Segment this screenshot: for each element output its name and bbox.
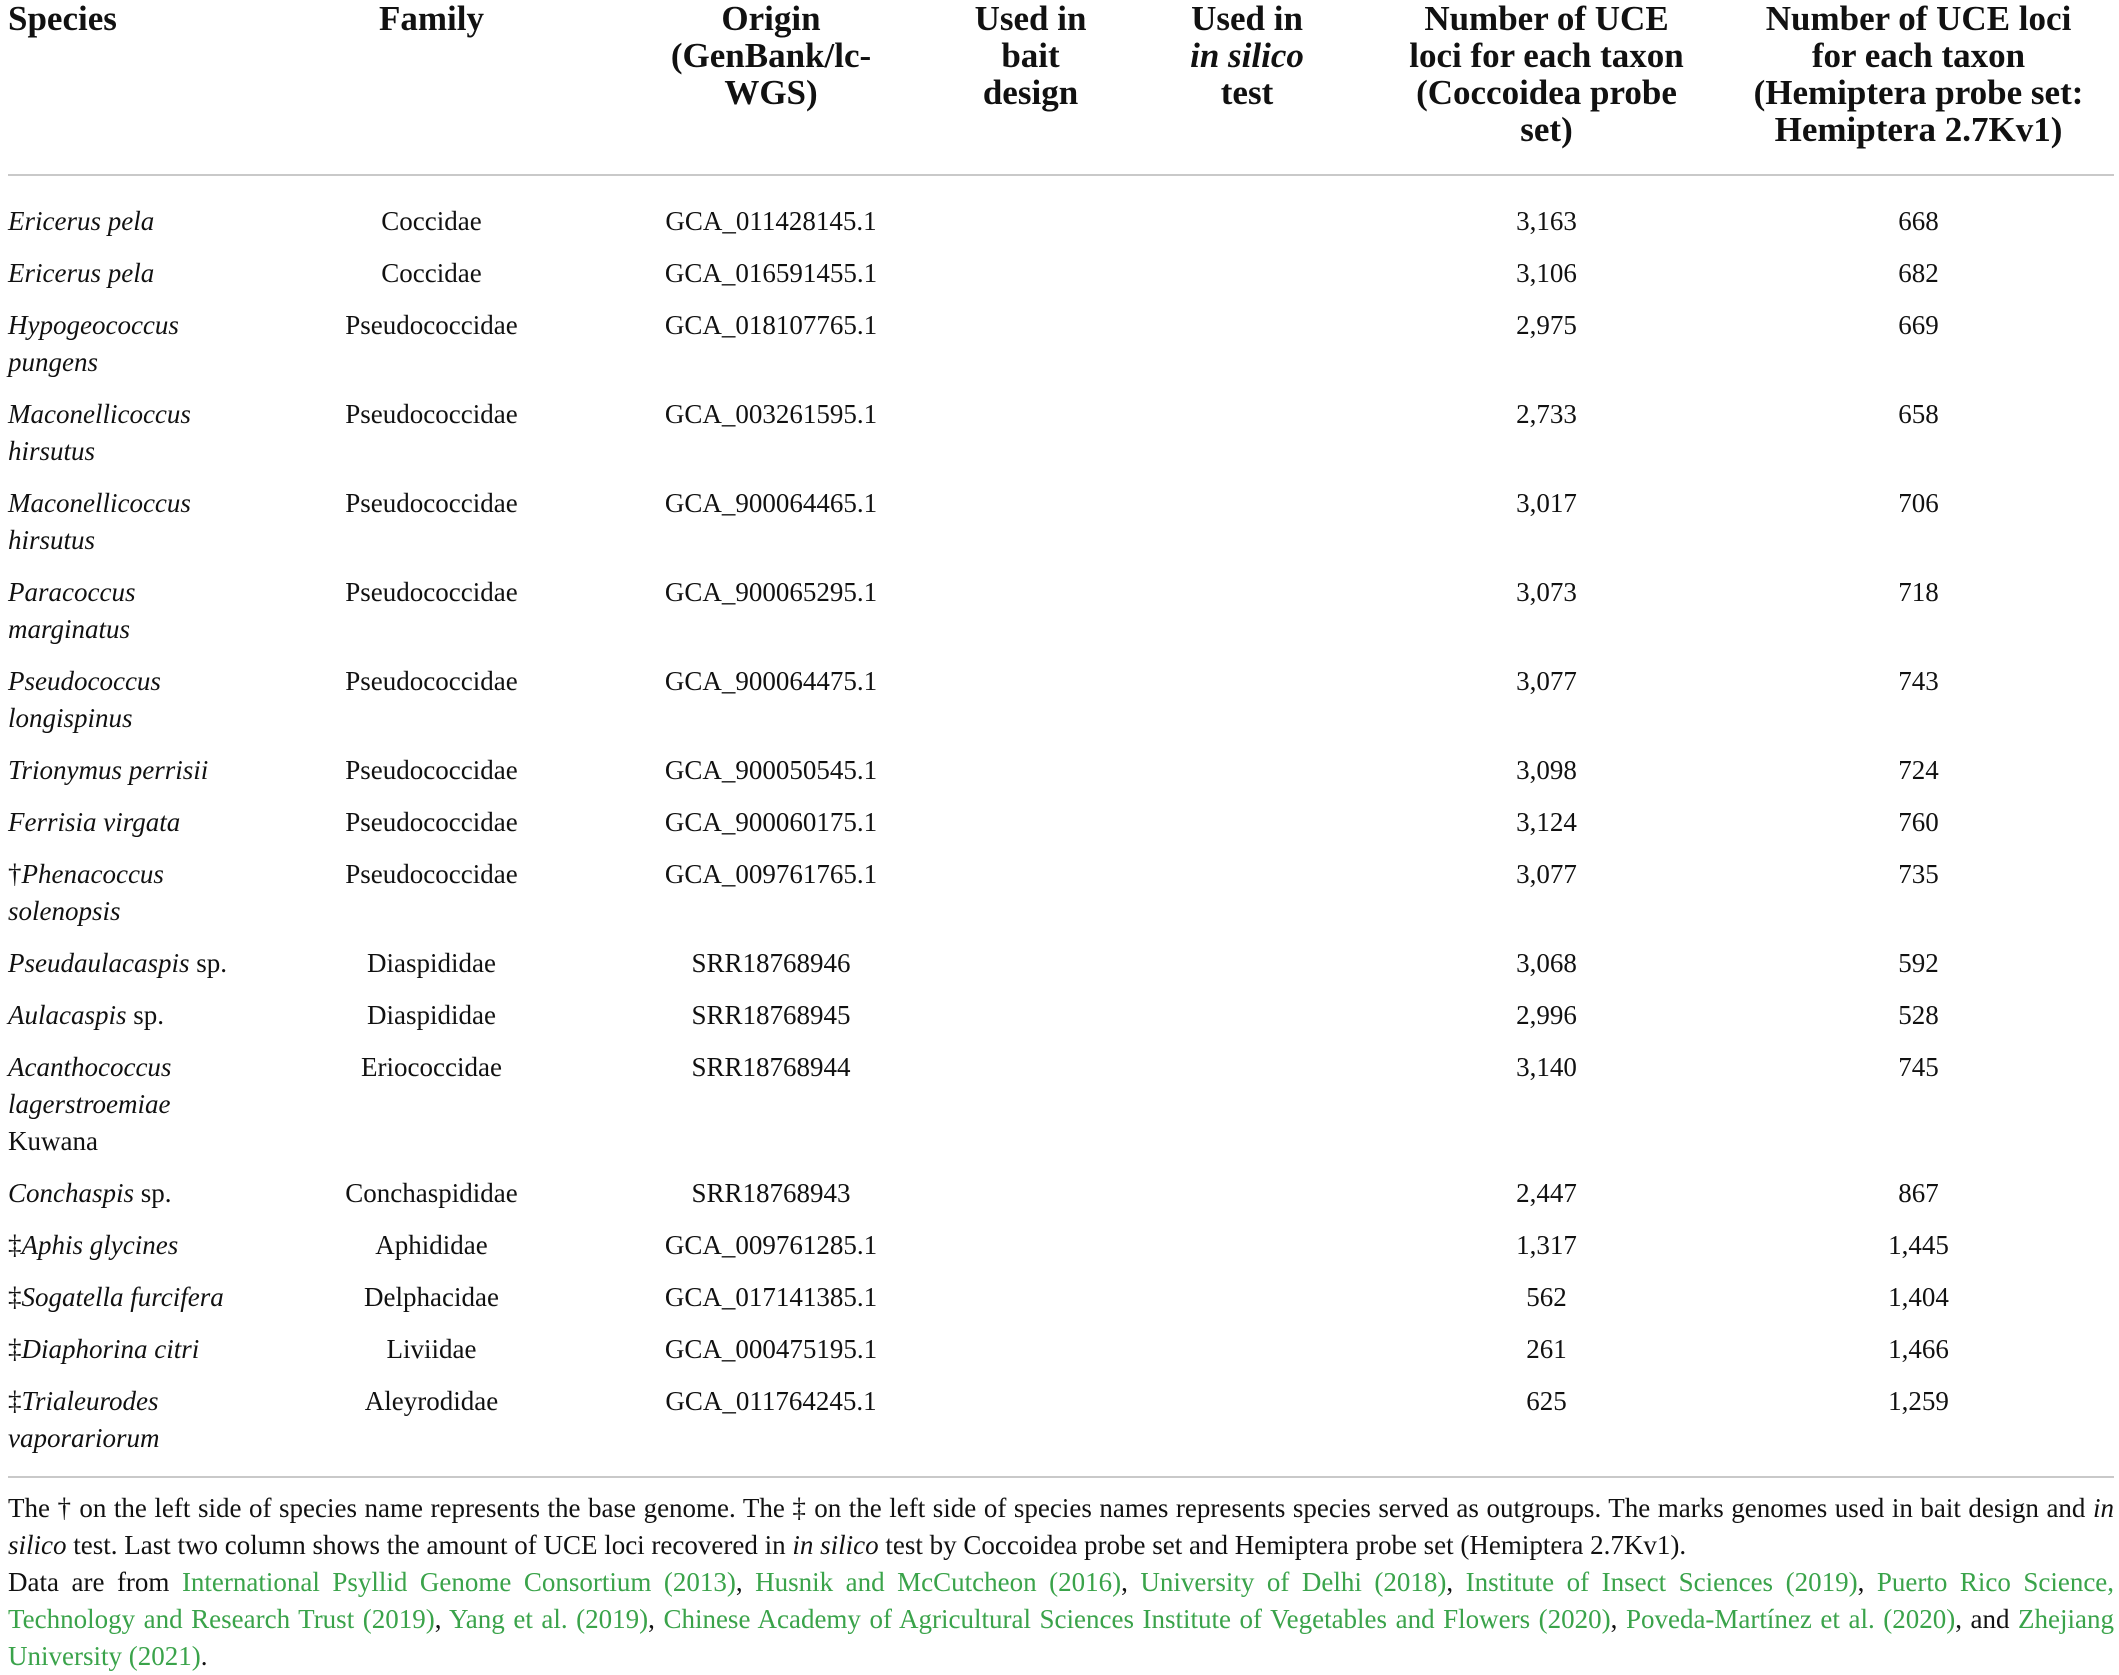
- cell-bait-design: [937, 1279, 1124, 1331]
- species-name: vaporariorum: [8, 1423, 160, 1453]
- reference-link[interactable]: Yang et al. (2019): [449, 1604, 649, 1634]
- cell-in-silico: [1124, 945, 1370, 997]
- species-name: longispinus: [8, 703, 133, 733]
- cell-bait-design: [937, 997, 1124, 1049]
- table-row: [8, 1227, 2114, 1279]
- cell-hemiptera-loci: 760: [1898, 807, 1939, 837]
- cell-family: Delphacidae: [364, 1282, 499, 1312]
- cell-coccoidea-loci: 2,447: [1516, 1178, 1577, 1208]
- cell-coccoidea-loci: 3,106: [1516, 258, 1577, 288]
- cell-hemiptera-loci: 718: [1898, 577, 1939, 607]
- cell-family: Aphididae: [375, 1230, 488, 1260]
- species-suffix: sp.: [126, 1000, 165, 1030]
- cell-species: [8, 1227, 258, 1279]
- table-body: [8, 175, 2114, 1477]
- species-mark: ‡: [8, 1282, 22, 1312]
- cell-coccoidea-loci: 2,733: [1516, 399, 1577, 429]
- note-text: Data are from: [8, 1567, 182, 1597]
- cell-coccoidea-loci: 562: [1526, 1282, 1567, 1312]
- cell-family: Eriococcidae: [361, 1052, 502, 1082]
- cell-in-silico: [1124, 307, 1370, 396]
- cell-in-silico: [1124, 1227, 1370, 1279]
- reference-link[interactable]: Husnik and McCutcheon (2016): [755, 1567, 1122, 1597]
- species-table: [8, 0, 2114, 1478]
- cell-coccoidea-loci: 2,996: [1516, 1000, 1577, 1030]
- species-name: Maconellicoccus: [8, 399, 191, 429]
- cell-hemiptera-loci: 592: [1898, 948, 1939, 978]
- cell-coccoidea-loci: 3,077: [1516, 666, 1577, 696]
- cell-in-silico: [1124, 663, 1370, 752]
- cell-bait-design: [937, 574, 1124, 663]
- species-authority: Kuwana: [8, 1126, 98, 1156]
- note-italic-text: in silico: [8, 1493, 2114, 1560]
- cell-hemiptera-loci: 743: [1898, 666, 1939, 696]
- cell-coccoidea-loci: 3,068: [1516, 948, 1577, 978]
- species-name: Acanthococcus: [8, 1052, 172, 1082]
- species-name: Conchaspis: [8, 1178, 135, 1208]
- cell-in-silico: [1124, 997, 1370, 1049]
- cell-species: [8, 804, 258, 856]
- species-name: marginatus: [8, 614, 131, 644]
- cell-hemiptera-loci: 867: [1898, 1178, 1939, 1208]
- species-name: Trialeurodes: [21, 1386, 159, 1416]
- cell-in-silico: [1124, 1175, 1370, 1227]
- species-mark: ‡: [8, 1386, 22, 1416]
- cell-in-silico: [1124, 1331, 1370, 1383]
- species-name: solenopsis: [8, 896, 121, 926]
- cell-family: Liviidae: [386, 1334, 477, 1364]
- note-text: ,: [648, 1604, 664, 1634]
- cell-bait-design: [937, 663, 1124, 752]
- table-row: [8, 945, 2114, 997]
- cell-in-silico: [1124, 175, 1370, 255]
- cell-bait-design: [937, 1175, 1124, 1227]
- note-text: ,: [735, 1567, 756, 1597]
- cell-family: Pseudococcidae: [345, 577, 518, 607]
- table-row: [8, 752, 2114, 804]
- table-row: [8, 175, 2114, 255]
- header-line: design: [982, 73, 1079, 112]
- cell-family: Conchaspididae: [345, 1178, 518, 1208]
- header-hemiptera-loci: [1723, 0, 2114, 175]
- cell-bait-design: [937, 804, 1124, 856]
- species-suffix: sp.: [189, 948, 228, 978]
- table-footnotes: [8, 1490, 2114, 1675]
- species-mark: ‡: [8, 1230, 22, 1260]
- reference-link[interactable]: Institute of Insect Sciences (2019): [1465, 1567, 1858, 1597]
- cell-hemiptera-loci: 745: [1898, 1052, 1939, 1082]
- footnote-symbols: [8, 1490, 2114, 1564]
- cell-hemiptera-loci: 735: [1898, 859, 1939, 889]
- header-line: Hemiptera 2.7Kv1): [1774, 110, 2063, 149]
- header-line: set): [1520, 110, 1573, 149]
- species-name: Hypogeococcus: [8, 310, 179, 340]
- header-line: Number of UCE loci: [1765, 0, 2072, 38]
- cell-in-silico: [1124, 804, 1370, 856]
- table-header: [8, 0, 2114, 175]
- cell-coccoidea-loci: 261: [1526, 1334, 1567, 1364]
- table-row: [8, 804, 2114, 856]
- note-text: , and: [1955, 1604, 2019, 1634]
- species-name: hirsutus: [8, 436, 96, 466]
- cell-origin: GCA_900064465.1: [664, 488, 878, 518]
- species-name: lagerstroemiae: [8, 1089, 171, 1119]
- cell-species: [8, 1331, 258, 1383]
- table-row: [8, 1175, 2114, 1227]
- reference-link[interactable]: University of Delhi (2018): [1140, 1567, 1447, 1597]
- species-name: Pseudococcus: [8, 666, 161, 696]
- cell-bait-design: [937, 1227, 1124, 1279]
- cell-in-silico: [1124, 485, 1370, 574]
- cell-origin: GCA_000475195.1: [664, 1334, 878, 1364]
- header-coccoidea-loci: [1370, 0, 1723, 175]
- header-line: Species: [8, 0, 117, 38]
- cell-origin: GCA_016591455.1: [664, 258, 878, 288]
- cell-coccoidea-loci: 3,077: [1516, 859, 1577, 889]
- cell-species: [8, 175, 258, 255]
- cell-origin: GCA_900065295.1: [664, 577, 878, 607]
- cell-in-silico: [1124, 1383, 1370, 1477]
- cell-family: Coccidae: [381, 206, 482, 236]
- cell-in-silico: [1124, 1049, 1370, 1175]
- footnote-data-sources: [8, 1564, 2114, 1675]
- species-name: Sogatella furcifera: [21, 1282, 224, 1312]
- cell-bait-design: [937, 1331, 1124, 1383]
- header-line: Used in: [974, 0, 1087, 38]
- cell-coccoidea-loci: 625: [1370, 1383, 1723, 1477]
- cell-hemiptera-loci: 669: [1898, 310, 1939, 340]
- cell-coccoidea-loci: 3,098: [1516, 755, 1577, 785]
- cell-origin: GCA_003261595.1: [664, 399, 878, 429]
- cell-coccoidea-loci: 2,975: [1516, 310, 1577, 340]
- cell-origin: SRR18768944: [691, 1052, 851, 1082]
- header-line: (GenBank/lc-: [670, 36, 872, 75]
- cell-hemiptera-loci: 1,404: [1888, 1282, 1949, 1312]
- cell-in-silico: [1124, 396, 1370, 485]
- cell-family: Diaspididae: [367, 1000, 496, 1030]
- species-name: Paracoccus: [8, 577, 136, 607]
- cell-hemiptera-loci: 682: [1898, 258, 1939, 288]
- cell-bait-design: [937, 1383, 1124, 1477]
- cell-species: [8, 396, 258, 485]
- cell-species: [8, 997, 258, 1049]
- cell-in-silico: [1124, 1279, 1370, 1331]
- header-line: for each taxon: [1811, 36, 2026, 75]
- header-line: Origin: [721, 0, 821, 38]
- table-row: [8, 997, 2114, 1049]
- table-document: [8, 0, 2115, 1671]
- note-text: The † on the left side of species name represents the base genome. The ‡ on the left side of species names represents species served as outgroups. The marks genomes used in bait design and: [8, 1493, 2093, 1523]
- cell-family: Pseudococcidae: [345, 807, 518, 837]
- cell-coccoidea-loci: 3,163: [1516, 206, 1577, 236]
- cell-species: [8, 1279, 258, 1331]
- cell-species: [8, 663, 258, 752]
- header-line: Number of UCE: [1424, 0, 1669, 38]
- header-line: (Coccoidea probe: [1416, 73, 1677, 112]
- note-text: ,: [1857, 1567, 1877, 1597]
- note-text: test. Last two column shows the amount of UCE loci recovered in: [66, 1530, 793, 1560]
- cell-species: [8, 1175, 258, 1227]
- table-row: [8, 255, 2114, 307]
- header-bait-design: [937, 0, 1124, 175]
- table-row: [8, 574, 2114, 663]
- cell-hemiptera-loci: 724: [1898, 755, 1939, 785]
- cell-family: Pseudococcidae: [345, 666, 518, 696]
- cell-hemiptera-loci: 658: [1898, 399, 1939, 429]
- table-row: [8, 1279, 2114, 1331]
- cell-species: [8, 1383, 258, 1477]
- cell-hemiptera-loci: 528: [1898, 1000, 1939, 1030]
- cell-species: [8, 574, 258, 663]
- species-name: Aulacaspis: [8, 1000, 127, 1030]
- reference-link[interactable]: Poveda-Martínez et al. (2020): [1625, 1604, 1956, 1634]
- cell-hemiptera-loci: 1,259: [1723, 1383, 2114, 1477]
- species-name: Diaphorina citri: [21, 1334, 200, 1364]
- species-suffix: sp.: [134, 1178, 172, 1208]
- cell-in-silico: [1124, 752, 1370, 804]
- cell-family: Pseudococcidae: [345, 859, 518, 889]
- cell-coccoidea-loci: 1,317: [1516, 1230, 1577, 1260]
- species-name: Phenacoccus: [21, 859, 164, 889]
- species-name: Ericerus pela: [8, 258, 155, 288]
- species-name: Ferrisia virgata: [8, 807, 181, 837]
- header-origin: [605, 0, 937, 175]
- header-in-silico: [1124, 0, 1370, 175]
- cell-in-silico: [1124, 574, 1370, 663]
- cell-family: Pseudococcidae: [345, 399, 518, 429]
- cell-coccoidea-loci: 3,124: [1516, 807, 1577, 837]
- reference-link[interactable]: International Psyllid Genome Consortium (2013): [181, 1567, 736, 1597]
- cell-bait-design: [937, 485, 1124, 574]
- table-row: [8, 663, 2114, 752]
- cell-hemiptera-loci: 706: [1898, 488, 1939, 518]
- cell-origin: SRR18768943: [691, 1178, 851, 1208]
- species-name: Pseudaulacaspis: [8, 948, 190, 978]
- cell-coccoidea-loci: 3,140: [1516, 1052, 1577, 1082]
- cell-origin: GCA_017141385.1: [664, 1282, 878, 1312]
- cell-species: [8, 856, 258, 945]
- species-mark: ‡: [8, 1334, 22, 1364]
- cell-origin: GCA_900050545.1: [664, 755, 878, 785]
- cell-bait-design: [937, 856, 1124, 945]
- cell-origin: GCA_009761765.1: [664, 859, 878, 889]
- note-text: ,: [1121, 1567, 1141, 1597]
- cell-bait-design: [937, 255, 1124, 307]
- header-line: loci for each taxon: [1409, 36, 1684, 75]
- cell-origin: GCA_011428145.1: [665, 206, 877, 236]
- header-in-silico-italic: in silico: [1190, 36, 1304, 75]
- cell-bait-design: [937, 752, 1124, 804]
- cell-species: [8, 1049, 258, 1175]
- header-line: bait: [1001, 36, 1060, 75]
- note-text: ,: [434, 1604, 450, 1634]
- cell-origin: SRR18768945: [691, 1000, 851, 1030]
- cell-family: Coccidae: [381, 258, 482, 288]
- cell-origin: GCA_018107765.1: [664, 310, 878, 340]
- cell-hemiptera-loci: 1,445: [1888, 1230, 1949, 1260]
- species-name: Maconellicoccus: [8, 488, 191, 518]
- species-name: hirsutus: [8, 525, 96, 555]
- table-row: [8, 1383, 2114, 1477]
- cell-origin: GCA_009761285.1: [664, 1230, 878, 1260]
- species-name: pungens: [8, 347, 98, 377]
- header-species: [8, 0, 258, 175]
- cell-family: Pseudococcidae: [345, 488, 518, 518]
- table-row: [8, 485, 2114, 574]
- species-mark: †: [8, 859, 22, 889]
- table-row: [8, 307, 2114, 396]
- cell-bait-design: [937, 307, 1124, 396]
- header-in-silico-bottom: test: [1220, 73, 1274, 112]
- cell-bait-design: [937, 945, 1124, 997]
- header-in-silico-top: Used in: [1191, 0, 1303, 38]
- cell-family: Pseudococcidae: [345, 755, 518, 785]
- header-line: Family: [379, 0, 484, 38]
- cell-family: Diaspididae: [367, 948, 496, 978]
- reference-link[interactable]: Puerto Rico Science, Technology and Research Trust (2019): [8, 1567, 2115, 1634]
- reference-link[interactable]: Chinese Academy of Agricultural Sciences Institute of Vegetables and Flowers (2020): [663, 1604, 1611, 1634]
- cell-species: [8, 945, 258, 997]
- table-row: [8, 1331, 2114, 1383]
- cell-species: [8, 752, 258, 804]
- table-row: [8, 1049, 2114, 1175]
- header-family: [258, 0, 605, 175]
- reference-link[interactable]: Zhejiang University (2021): [8, 1604, 2115, 1671]
- cell-origin: GCA_011764245.1: [605, 1383, 937, 1477]
- cell-species: [8, 255, 258, 307]
- cell-coccoidea-loci: 3,073: [1516, 577, 1577, 607]
- table-row: [8, 856, 2114, 945]
- cell-bait-design: [937, 1049, 1124, 1175]
- cell-family: Aleyrodidae: [258, 1383, 605, 1477]
- cell-in-silico: [1124, 856, 1370, 945]
- cell-hemiptera-loci: 1,466: [1888, 1334, 1949, 1364]
- cell-family: Pseudococcidae: [345, 310, 518, 340]
- cell-origin: SRR18768946: [691, 948, 851, 978]
- species-name: Ericerus pela: [8, 206, 155, 236]
- note-text: ,: [1610, 1604, 1626, 1634]
- cell-bait-design: [937, 396, 1124, 485]
- species-name: Trionymus perrisii: [8, 755, 209, 785]
- note-italic-text: in silico: [792, 1530, 879, 1560]
- note-text: ,: [1446, 1567, 1466, 1597]
- cell-bait-design: [937, 175, 1124, 255]
- cell-species: [8, 485, 258, 574]
- header-line: WGS): [724, 73, 818, 112]
- cell-species: [8, 307, 258, 396]
- species-name: Aphis glycines: [21, 1230, 179, 1260]
- cell-coccoidea-loci: 3,017: [1516, 488, 1577, 518]
- cell-hemiptera-loci: 668: [1898, 206, 1939, 236]
- cell-in-silico: [1124, 255, 1370, 307]
- cell-origin: GCA_900060175.1: [664, 807, 878, 837]
- header-line: (Hemiptera probe set:: [1753, 73, 2084, 112]
- note-text: test by Coccoidea probe set and Hemiptera probe set (Hemiptera 2.7Kv1).: [878, 1530, 1687, 1560]
- cell-origin: GCA_900064475.1: [664, 666, 878, 696]
- note-text: .: [200, 1641, 208, 1671]
- table-row: [8, 396, 2114, 485]
